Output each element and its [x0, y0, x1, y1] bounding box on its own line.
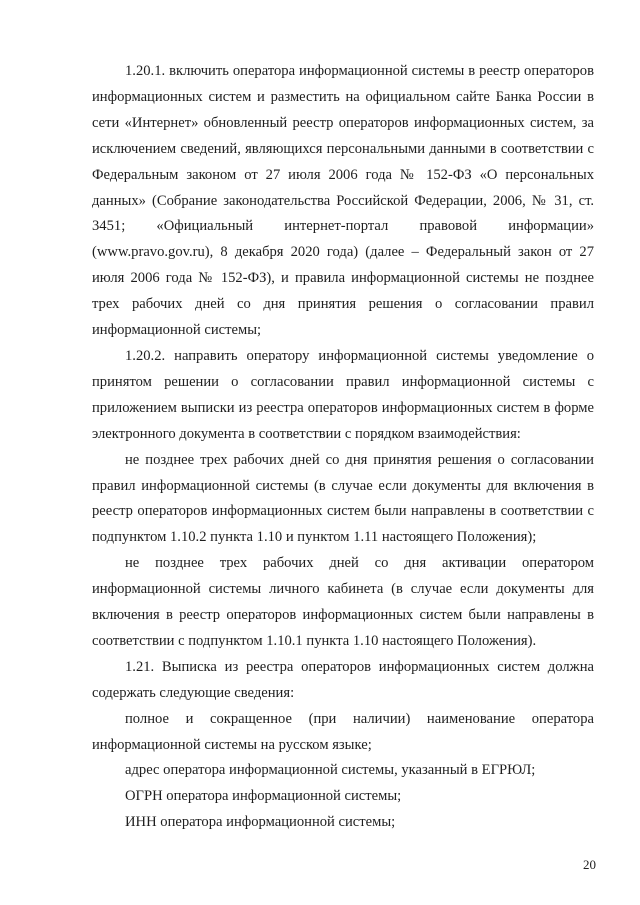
list-item-full-name: полное и сокращенное (при наличии) наименование оператора информационной системы на русском языке;	[92, 710, 594, 753]
paragraph-1-20-2: 1.20.2. направить оператору информационной системы уведомление о принятом решении о согласовании правил информационной системы с приложением выписки из реестра операторов информационных систем в форме электронного документа в соответствии с порядком взаимодействия:	[92, 347, 594, 442]
list-item-address: адрес оператора информационной системы, указанный в ЕГРЮЛ;	[125, 762, 536, 779]
page-number: 20	[583, 857, 596, 872]
paragraph-deadline-approval: не позднее трех рабочих дней со дня принятия решения о согласовании правил информационной системы (в случае если документы для включения в реестр операторов информационных систем были направлены в соответствии с подпунктом 1.10.2 пункта 1.10 и пунктом 1.11 настоящего Положения);	[92, 451, 594, 546]
paragraph-1-20-1: 1.20.1. включить оператора информационной системы в реестр операторов информационных систем и разместить на официальном сайте Банка России в сети «Интернет» обновленный реестр операторов информационных систем, за исключением сведений, являющихся персональными данными в соответствии с Федеральным законом от 27 июля 2006 года № 152-ФЗ «О персональных данных» (Собрание законодательства Российской Федерации, 2006, № 31, ст. 3451; «Официальный интернет-портал правовой информации» (www.pravo.gov.ru), 8 декабря 2020 года) (далее – Федеральный закон от 27 июля 2006 года № 152-ФЗ), и правила информационной системы не позднее трех рабочих дней со дня принятия решения о согласовании правил информационной системы;	[92, 63, 594, 339]
paragraph-deadline-activation: не позднее трех рабочих дней со дня активации оператором информационной системы личного кабинета (в случае если документы для включения в реестр операторов информационных систем были направлены в соответствии с подпунктом 1.10.1 пункта 1.10 настоящего Положения).	[92, 555, 594, 649]
paragraph-1-21: 1.21. Выписка из реестра операторов информационных систем должна содержать следующие сведения:	[92, 658, 594, 701]
list-item-ogrn: ОГРН оператора информационной системы;	[125, 788, 402, 805]
list-item-inn: ИНН оператора информационной системы;	[125, 814, 396, 831]
